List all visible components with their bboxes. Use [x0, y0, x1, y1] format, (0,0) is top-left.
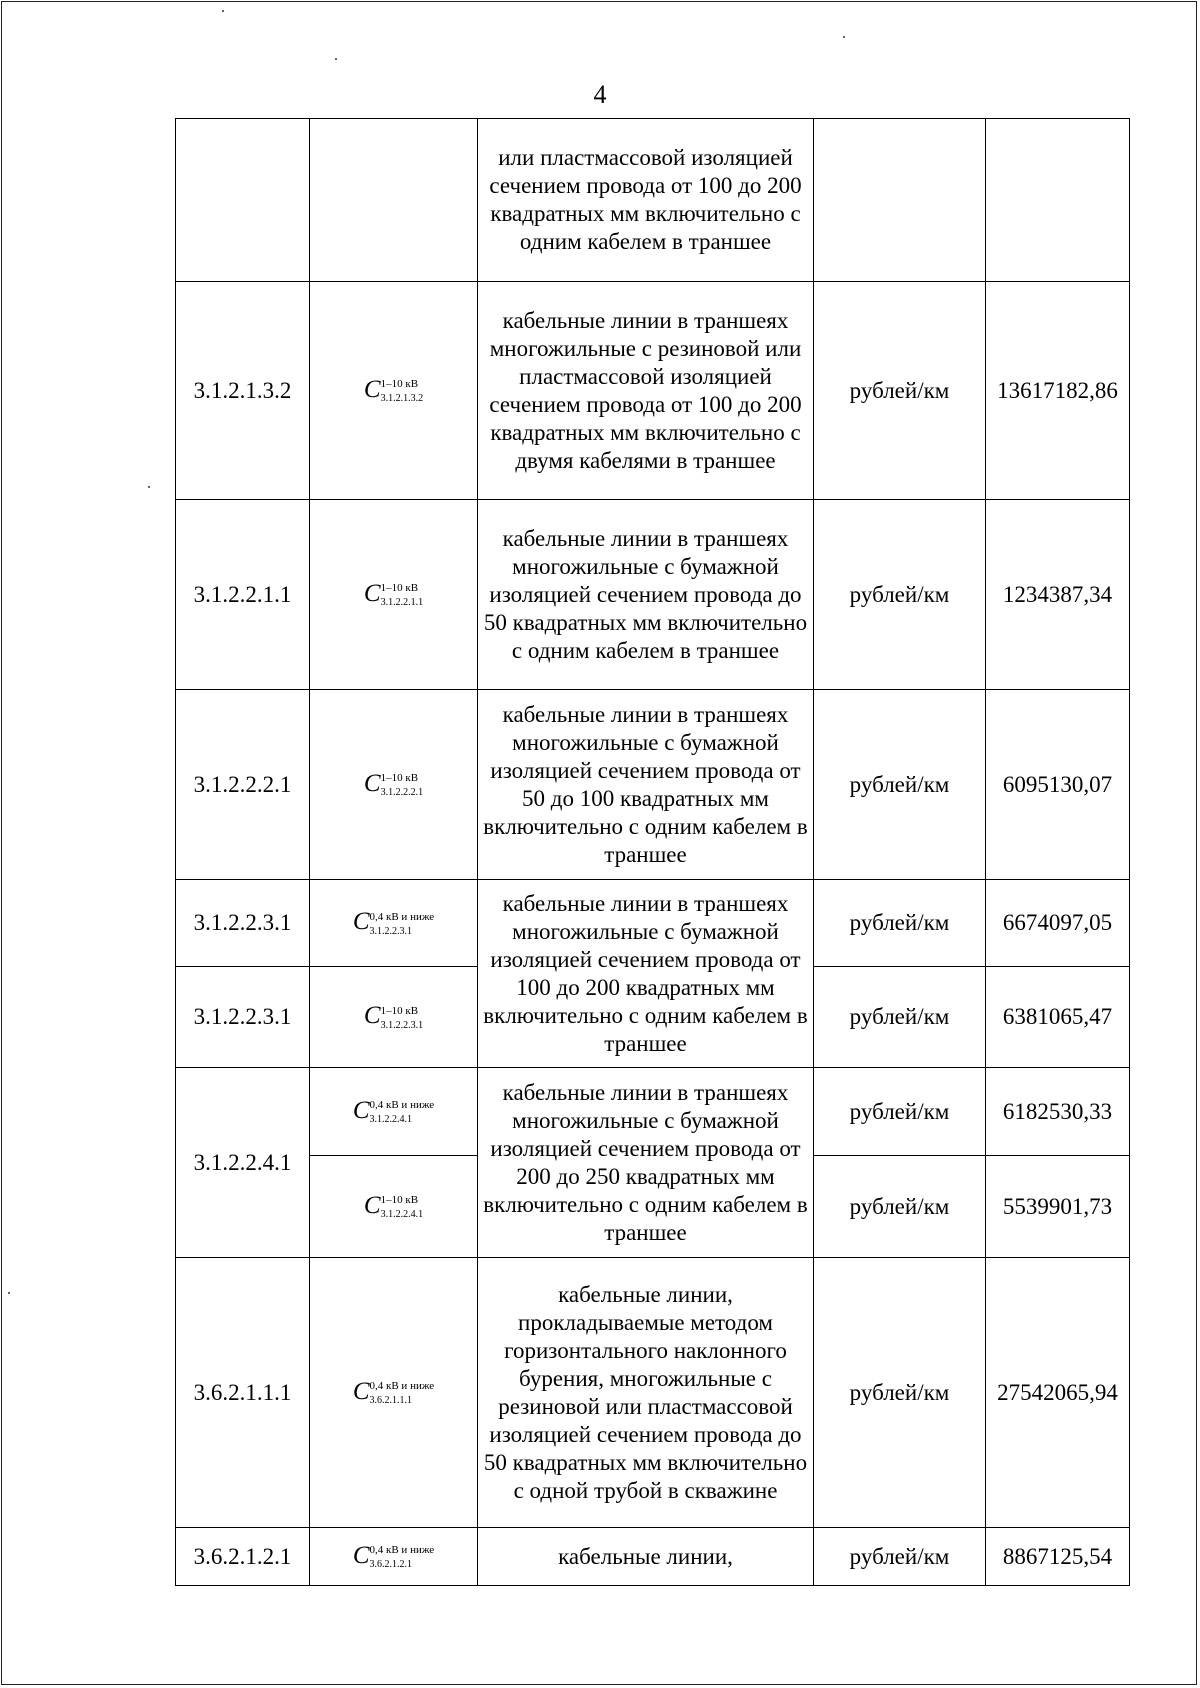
code-cell: 3.1.2.1.3.2	[176, 282, 310, 500]
unit-cell: рублей/км	[814, 1528, 986, 1586]
tariff-table	[175, 118, 1130, 1586]
symbol-cell	[310, 282, 478, 500]
symbol-base: C	[363, 579, 381, 607]
value-cell: 6381065,47	[986, 967, 1130, 1068]
symbol-cell	[310, 119, 478, 282]
symbol-subscript: 3.1.2.2.2.1	[380, 787, 424, 799]
symbol-cell	[310, 880, 478, 967]
value-cell: 13617182,86	[986, 282, 1130, 500]
symbol-base: C	[363, 1002, 381, 1030]
symbol-superscript: 1–10 кВ	[380, 1004, 419, 1017]
value-cell	[986, 119, 1130, 282]
table-row	[176, 500, 1130, 690]
code-cell: 3.6.2.1.2.1	[176, 1528, 310, 1586]
symbol-base: C	[352, 1096, 370, 1124]
code-cell: 3.1.2.2.3.1	[176, 967, 310, 1068]
symbol-subscript: 3.1.2.2.4.1	[369, 1114, 412, 1126]
value-cell: 6182530,33	[986, 1068, 1130, 1156]
description-cell: кабельные линии в траншеях многожильные с бумажной изоляцией сечением провода от 50 до 100 квадратных мм включительно с одним кабелем в траншее	[478, 690, 814, 880]
symbol-base: C	[363, 1191, 381, 1219]
unit-cell: рублей/км	[814, 880, 986, 967]
value-cell: 1234387,34	[986, 500, 1130, 690]
description-cell: кабельные линии в траншеях многожильные с бумажной изоляцией сечением провода от 200 до 250 квадратных мм включительно с одним кабелем в траншее	[478, 1068, 814, 1258]
symbol-cell	[310, 1068, 478, 1156]
table-row	[176, 1258, 1130, 1528]
description-cell: кабельные линии в траншеях многожильные с бумажной изоляцией сечением провода до 50 квадратных мм включительно с одним кабелем в траншее	[478, 500, 814, 690]
code-cell: 3.6.2.1.1.1	[176, 1258, 310, 1528]
symbol-superscript: 1–10 кВ	[380, 582, 419, 595]
code-cell	[176, 119, 310, 282]
scan-speck	[335, 58, 337, 60]
symbol-superscript: 0,4 кВ и ниже	[369, 1380, 435, 1393]
symbol-base: C	[363, 769, 381, 797]
scan-speck	[843, 36, 845, 38]
unit-cell: рублей/км	[814, 500, 986, 690]
value-cell: 5539901,73	[986, 1156, 1130, 1258]
symbol-cell	[310, 500, 478, 690]
table-row	[176, 1528, 1130, 1586]
unit-cell: рублей/км	[814, 690, 986, 880]
description-cell: кабельные линии,	[478, 1528, 814, 1586]
code-cell: 3.1.2.2.1.1	[176, 500, 310, 690]
description-cell: кабельные линии, прокладываемые методом горизонтального наклонного бурения, многожильные с резиновой или пластмассовой изоляцией сечением провода до 50 квадратных мм включительно с одной трубой в скважине	[478, 1258, 814, 1528]
symbol-subscript: 3.6.2.1.2.1	[369, 1559, 412, 1571]
description-cell: или пластмассовой изоляцией сечением провода от 100 до 200 квадратных мм включительно с одним кабелем в траншее	[478, 119, 814, 282]
symbol-cell	[310, 1156, 478, 1258]
table-row	[176, 690, 1130, 880]
value-cell: 6095130,07	[986, 690, 1130, 880]
table-row	[176, 119, 1130, 282]
table-row	[176, 1068, 1130, 1156]
code-cell: 3.1.2.2.3.1	[176, 880, 310, 967]
symbol-subscript: 3.1.2.2.3.1	[369, 925, 412, 937]
description-cell: кабельные линии в траншеях многожильные с резиновой или пластмассовой изоляцией сечением провода от 100 до 200 квадратных мм включительно с двумя кабелями в траншее	[478, 282, 814, 500]
symbol-cell	[310, 690, 478, 880]
table-row	[176, 880, 1130, 967]
symbol-base: C	[352, 1377, 370, 1405]
value-cell: 6674097,05	[986, 880, 1130, 967]
unit-cell: рублей/км	[814, 967, 986, 1068]
symbol-cell	[310, 1258, 478, 1528]
value-cell: 8867125,54	[986, 1528, 1130, 1586]
unit-cell: рублей/км	[814, 1156, 986, 1258]
symbol-base: C	[352, 1541, 370, 1569]
symbol-subscript: 3.6.2.1.1.1	[369, 1395, 412, 1407]
scan-speck	[148, 486, 150, 488]
symbol-superscript: 1–10 кВ	[380, 378, 419, 391]
scan-speck	[8, 1292, 10, 1294]
symbol-subscript: 3.1.2.2.3.1	[380, 1019, 424, 1031]
symbol-superscript: 1–10 кВ	[380, 772, 419, 785]
code-cell: 3.1.2.2.2.1	[176, 690, 310, 880]
unit-cell: рублей/км	[814, 282, 986, 500]
table-row	[176, 282, 1130, 500]
scan-speck	[222, 10, 224, 12]
unit-cell: рублей/км	[814, 1068, 986, 1156]
symbol-subscript: 3.1.2.2.4.1	[380, 1209, 424, 1221]
symbol-base: C	[363, 375, 381, 403]
symbol-subscript: 3.1.2.2.1.1	[380, 597, 424, 609]
symbol-cell	[310, 1528, 478, 1586]
value-cell: 27542065,94	[986, 1258, 1130, 1528]
symbol-subscript: 3.1.2.1.3.2	[380, 393, 424, 405]
page-number: 4	[593, 80, 607, 109]
symbol-superscript: 0,4 кВ и ниже	[369, 1099, 435, 1112]
symbol-cell	[310, 967, 478, 1068]
symbol-base: C	[352, 908, 370, 936]
symbol-superscript: 1–10 кВ	[380, 1194, 419, 1207]
unit-cell: рублей/км	[814, 1258, 986, 1528]
unit-cell	[814, 119, 986, 282]
description-cell: кабельные линии в траншеях многожильные с бумажной изоляцией сечением провода от 100 до 200 квадратных мм включительно с одним кабелем в траншее	[478, 880, 814, 1068]
symbol-superscript: 0,4 кВ и ниже	[369, 1544, 435, 1557]
code-cell: 3.1.2.2.4.1	[176, 1068, 310, 1258]
symbol-superscript: 0,4 кВ и ниже	[369, 910, 435, 923]
